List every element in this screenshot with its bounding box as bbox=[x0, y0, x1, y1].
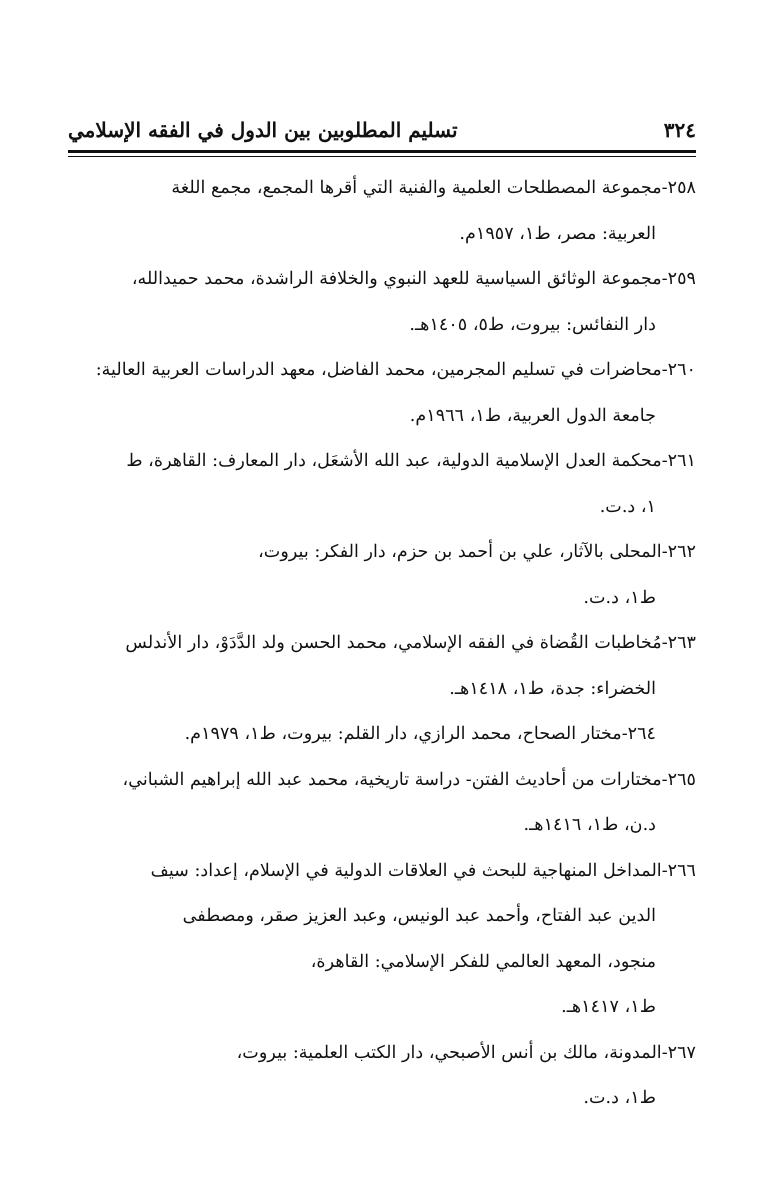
bibliography-entry bbox=[68, 348, 696, 439]
entry-continuation: ط١، د.ت. bbox=[583, 1088, 656, 1108]
entry-text: -محكمة العدل الإسلامية الدولية، عبد الله الأشعَل، دار المعارف: القاهرة، ط bbox=[126, 451, 668, 471]
entry-continuation: العربية: مصر، ط١، ١٩٥٧م. bbox=[459, 223, 656, 244]
entry-text: -المحلى بالآثار، علي بن أحمد بن حزم، دار الفكر: بيروت، bbox=[258, 542, 668, 562]
bibliography-entry bbox=[68, 712, 696, 758]
running-title: تسليم المطلوبين بين الدول في الفقه الإسلامي bbox=[68, 118, 458, 142]
entry-number: ٢٦٣ bbox=[667, 633, 696, 653]
entry-number: ٢٦٦ bbox=[667, 860, 696, 881]
entry-number: ٢٦٠ bbox=[667, 360, 696, 380]
bibliography-entry bbox=[68, 257, 696, 348]
entry-text: -المداخل المنهاجية للبحث في العلاقات الدولية في الإسلام، إعداد: سيف bbox=[150, 860, 668, 881]
header-rule-thick bbox=[68, 150, 696, 153]
page-header bbox=[68, 112, 696, 148]
entry-text: -مُخاطبات القُضاة في الفقه الإسلامي، محمد الحسن ولد الدَّدَوْ، دار الأندلس bbox=[125, 633, 668, 653]
entry-continuation: الدين عبد الفتاح، وأحمد عبد الونيس، وعبد العزيز صقر، ومصطفى bbox=[182, 906, 656, 926]
entry-number: ٢٥٨ bbox=[667, 178, 696, 198]
entry-number: ٢٦٧ bbox=[667, 1042, 696, 1063]
bibliography-list bbox=[68, 166, 696, 1122]
entry-continuation: الخضراء: جدة، ط١، ١٤١٨هـ. bbox=[449, 678, 656, 699]
entry-continuation: منجود، المعهد العالمي للفكر الإسلامي: القاهرة، bbox=[310, 951, 656, 972]
entry-text: -مختار الصحاح، محمد الرازي، دار القلم: بيروت، ط١، ١٩٧٩م. bbox=[184, 724, 628, 744]
entry-text: -المدونة، مالك بن أنس الأصبحي، دار الكتب العلمية: بيروت، bbox=[236, 1042, 668, 1063]
entry-continuation: دار النفائس: بيروت، ط٥، ١٤٠٥هـ. bbox=[409, 314, 656, 335]
entry-text: -مجموعة المصطلحات العلمية والفنية التي أقرها المجمع، مجمع اللغة bbox=[171, 178, 668, 198]
header-rule-thin bbox=[68, 156, 696, 157]
entry-number: ٢٦١ bbox=[667, 451, 696, 471]
entry-text: -مختارات من أحاديث الفتن- دراسة تاريخية، محمد عبد الله إبراهيم الشباني، bbox=[122, 769, 668, 790]
bibliography-entry bbox=[68, 439, 696, 530]
page-number: ٣٢٤ bbox=[663, 118, 696, 142]
entry-continuation: ط١، د.ت. bbox=[583, 587, 656, 608]
entry-continuation: د.ن، ط١، ١٤١٦هـ. bbox=[523, 815, 656, 835]
bibliography-entry bbox=[68, 621, 696, 712]
entry-continuation: ١، د.ت. bbox=[599, 496, 656, 517]
entry-number: ٢٥٩ bbox=[667, 269, 696, 289]
entry-text: -مجموعة الوثائق السياسية للعهد النبوي والخلافة الراشدة، محمد حميدالله، bbox=[131, 269, 668, 289]
bibliography-entry bbox=[68, 1031, 696, 1122]
entry-number: ٢٦٤ bbox=[627, 724, 656, 744]
bibliography-entry bbox=[68, 166, 696, 257]
bibliography-entry bbox=[68, 530, 696, 621]
entry-continuation: ط١، ١٤١٧هـ. bbox=[561, 997, 656, 1017]
entry-number: ٢٦٥ bbox=[667, 769, 696, 790]
entry-text: -محاضرات في تسليم المجرمين، محمد الفاضل، معهد الدراسات العربية العالية: bbox=[95, 360, 668, 380]
entry-continuation: جامعة الدول العربية، ط١، ١٩٦٦م. bbox=[409, 405, 656, 426]
entry-number: ٢٦٢ bbox=[667, 542, 696, 562]
bibliography-entry bbox=[68, 849, 696, 1031]
bibliography-entry bbox=[68, 758, 696, 849]
